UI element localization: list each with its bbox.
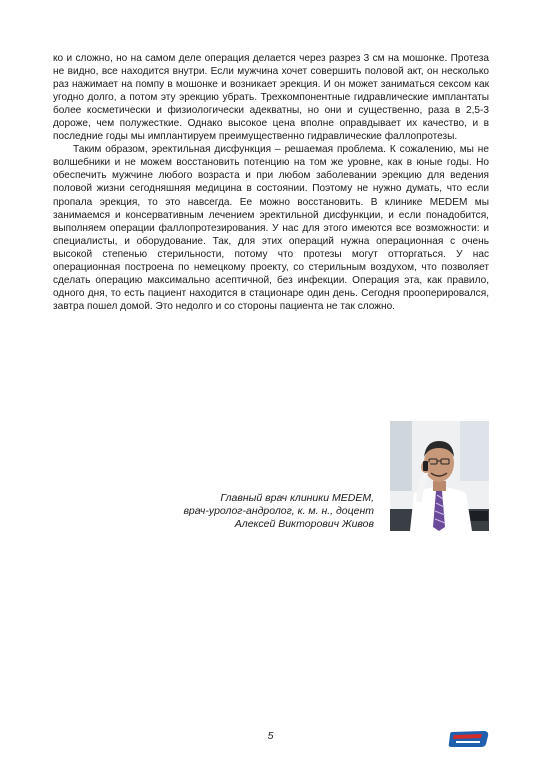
paragraph-2: Таким образом, эректильная дисфункция – решаемая проблема. К сожалению, мы не волшебники и не можем восстановить потенцию на том же уровне, как в юные годы. Но обеспечить мужчине любого возраста и при любом заболевании эрекцию для ведения половой жизни сегодняшняя медицина в состоянии. Поэтому не нужно думать, что если пропала эрекция, то это навсегда. Ее можно восстановить. В клинике MEDEM мы занимаемся и консервативным лечением эректильной дисфункции, и если понадобится, выполняем операции фаллопротезирования. У нас для этого имеются все возможности: и специалисты, и оборудование. Так, для этих операций нужна операционная с очень высокой степенью стерильности, потому что протезы могут отторгаться. У нас операционная построена по немецкому проекту, со стерильным воздухом, что позволяет сделать операцию максимально асептичной, без инфекции. Операция эта, как правило, одного дня, то есть пациент находится в стационаре один день. Сегодня прооперировался, завтра пошел домой. Это недолго и со стороны пациента не так сложно. [53, 144, 489, 312]
signature-credentials: врач-уролог-андролог, к. м. н., доцент [183, 505, 374, 517]
brand-logo [448, 729, 490, 749]
signature-position: Главный врач клиники MEDEM, [220, 492, 374, 504]
signature-name: Алексей Викторович Живов [234, 518, 374, 530]
body-text [53, 52, 489, 313]
paragraph-1: ко и сложно, но на самом деле операция делается через разрез 3 см на мошонке. Протеза не видно, все находится внутри. Если мужчина хочет совершить половой акт, он несколько раз нажимает на помпу в мошонке и возникает эрекция. И он может заниматься сексом как угодно долго, а потом эту эрекцию убрать. Трехкомпонентные гидравлические имплантаты более косметически и физиологически адекватны, но они и существенно, раза в 2,5-3 дороже, чем полужесткие. Однако высокое цена вполне оправдывает их качество, и в последние годы мы имплантируем преимущественно гидравлические фаллопротезы. [53, 53, 489, 143]
doctor-photo [390, 421, 489, 531]
signature-block [74, 492, 374, 531]
page-number: 5 [267, 730, 274, 742]
